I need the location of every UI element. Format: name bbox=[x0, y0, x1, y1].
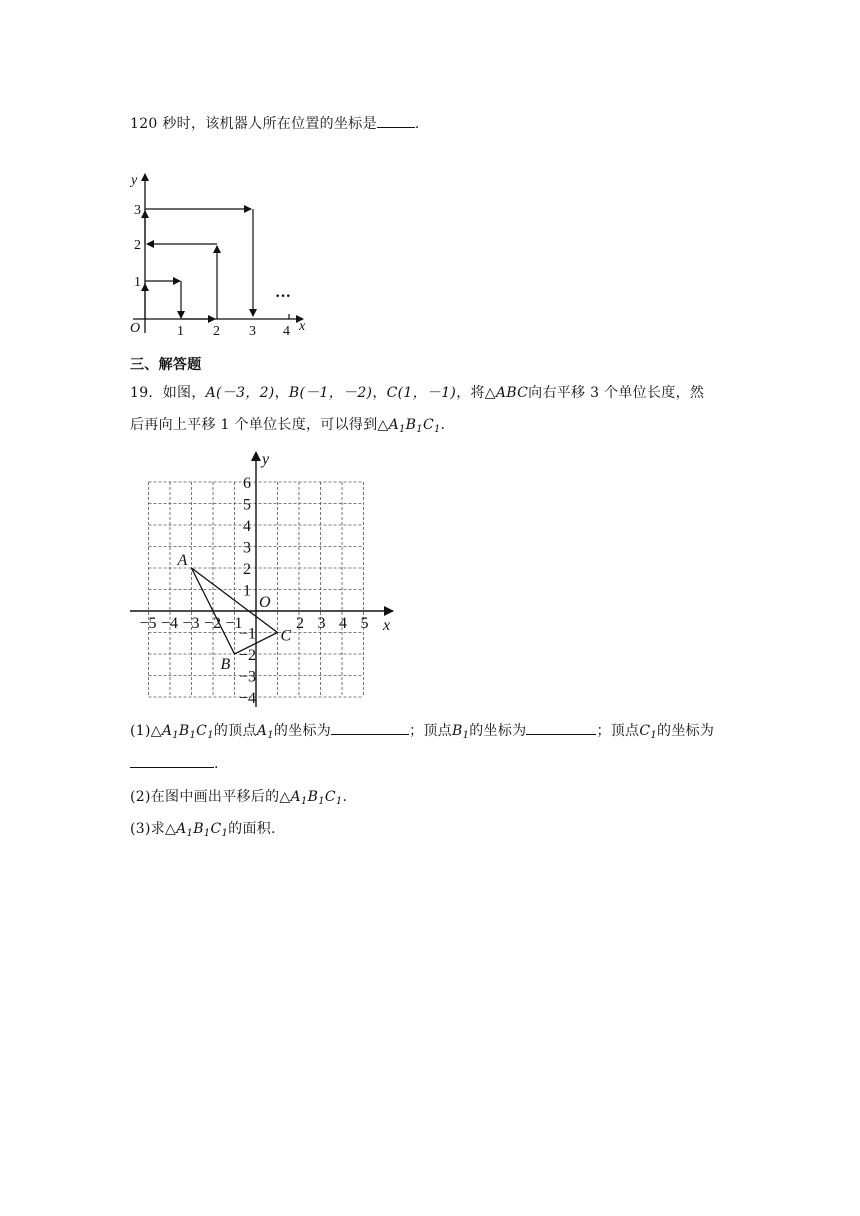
x-tick-label: 4 bbox=[283, 324, 290, 339]
coordinate-grid-graph bbox=[125, 447, 405, 712]
x-tick-label: 3 bbox=[317, 615, 326, 632]
question-18-tail: 120 秒时，该机器人所在位置的坐标是 . bbox=[130, 113, 420, 134]
x-tick-label: 5 bbox=[360, 615, 369, 632]
point-b: B(－1，－2) bbox=[288, 385, 373, 401]
robot-path-graph bbox=[125, 168, 325, 348]
y-tick-label: −3 bbox=[239, 668, 257, 686]
point-a: A(－3，2) bbox=[205, 385, 275, 401]
x-tick-label: 3 bbox=[249, 324, 256, 339]
y-tick-label: 2 bbox=[134, 238, 141, 253]
y-tick-label: 4 bbox=[243, 518, 251, 535]
answer-blank-b1[interactable] bbox=[526, 720, 596, 735]
y-tick-label: 6 bbox=[243, 475, 251, 492]
question-19-line-2: 后再向上平移 1 个单位长度，可以得到$\triangle A_1B_1C_1$. bbox=[130, 417, 446, 435]
origin-label: O bbox=[259, 594, 271, 611]
x-tick-label: −4 bbox=[161, 615, 179, 632]
x-tick-label: −1 bbox=[225, 615, 243, 632]
x-axis-label: x bbox=[299, 319, 306, 334]
x-axis-label: x bbox=[383, 617, 391, 634]
x-tick-label: −2 bbox=[204, 615, 222, 632]
y-tick-label: 5 bbox=[243, 496, 251, 514]
x-tick-label: 4 bbox=[339, 615, 347, 632]
y-tick-label: 3 bbox=[134, 203, 141, 218]
triangle-abc: ABC bbox=[495, 385, 529, 401]
y-tick-label: 1 bbox=[134, 275, 141, 290]
point-label-b: B bbox=[220, 656, 231, 673]
x-tick-label: −3 bbox=[182, 615, 200, 632]
x-tick-label: 2 bbox=[213, 324, 220, 339]
point-c: C(1，－1) bbox=[386, 385, 457, 401]
ellipsis: ··· bbox=[275, 288, 292, 305]
question-19-line-1: 19．如图，A(－3，2)，B(－1，－2)，C(1，－1)，将△ABC向右平移 3 个单位长度，然 bbox=[130, 385, 705, 401]
answer-blank-c1[interactable] bbox=[130, 753, 214, 768]
answer-blank-a1[interactable] bbox=[331, 720, 409, 735]
y-axis-label: y bbox=[262, 451, 270, 468]
section-heading: 三、解答题 bbox=[130, 357, 202, 373]
y-tick-label: 2 bbox=[243, 561, 251, 578]
question-18-text: 120 秒时，该机器人所在位置的坐标是 bbox=[130, 116, 377, 132]
y-tick-label: 1 bbox=[243, 582, 251, 600]
y-tick-label: −4 bbox=[239, 690, 257, 707]
sub-question-3: (3)求$\triangle A_1B_1C_1$的面积. bbox=[130, 821, 276, 839]
point-label-c: C bbox=[280, 627, 292, 645]
y-tick-label: −1 bbox=[239, 625, 257, 643]
point-label-a: A bbox=[177, 552, 188, 569]
sub-question-2: (2)在图中画出平移后的$\triangle A_1B_1C_1$. bbox=[130, 789, 348, 807]
y-axis-label: y bbox=[131, 173, 138, 188]
sub-question-1-cont: . bbox=[130, 753, 219, 774]
x-tick-label: 2 bbox=[296, 615, 304, 632]
y-tick-label: −2 bbox=[239, 647, 257, 664]
x-tick-label: −5 bbox=[139, 615, 157, 632]
x-tick-label: 1 bbox=[177, 324, 184, 339]
triangle-a1b1c1: $A_1B_1C_1$ bbox=[388, 417, 441, 435]
sub-question-1: $(1)\triangle A_1B_1C_1$的顶点$A_1$的坐标为 ；顶点$B_1$的坐标为 ；顶点$C_1$的坐标为 bbox=[130, 720, 714, 746]
origin-label: O bbox=[130, 321, 141, 336]
answer-blank[interactable] bbox=[377, 113, 415, 128]
y-tick-label: 3 bbox=[243, 539, 251, 557]
